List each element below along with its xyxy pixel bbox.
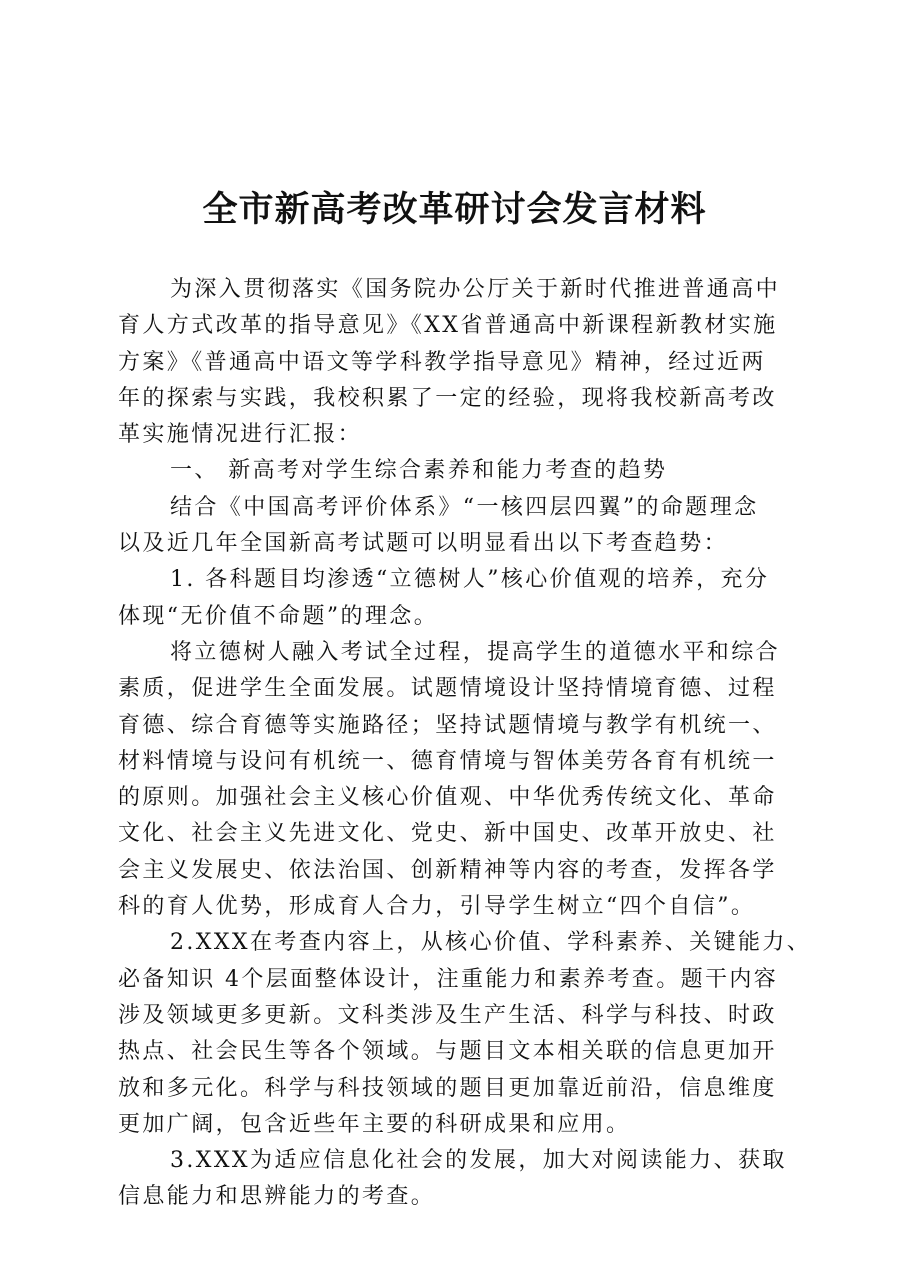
section-heading: 一、 新高考对学生综合素养和能力考查的趋势 xyxy=(170,458,668,484)
paragraph-line: 育人方式改革的指导意见》《XX省普通高中新课程新教材实施 xyxy=(118,313,778,339)
paragraph-line: 育德、综合育德等实施路径；坚持试题情境与教学有机统一、 xyxy=(118,712,777,738)
list-item-heading: 3.XXX为适应信息化社会的发展，加大对阅读能力、获取 xyxy=(170,1148,787,1174)
paragraph-line: 涉及领域更多更新。文科类涉及生产生活、科学与科技、时政 xyxy=(118,1002,777,1028)
paragraph-line: 科的育人优势，形成育人合力，引导学生树立“四个自信”。 xyxy=(118,894,756,920)
list-item-heading: 2.XXX在考查内容上，从核心价值、学科素养、关键能力、 xyxy=(170,930,812,956)
paragraph-line: 放和多元化。科学与科技领域的题目更加靠近前沿，信息维度 xyxy=(118,1075,777,1101)
paragraph-line: 方案》《普通高中语文等学科教学指导意见》精神，经过近两 xyxy=(118,349,766,375)
paragraph-line: 将立德树人融入考试全过程，提高学生的道德水平和综合 xyxy=(170,639,781,665)
paragraph-line: 以及近几年全国新高考试题可以明显看出以下考查趋势： xyxy=(118,531,729,557)
paragraph-line: 必备知识 4个层面整体设计，注重能力和素养考查。题干内容 xyxy=(118,966,779,992)
paragraph-line: 会主义发展史、依法治国、创新精神等内容的考查，发挥各学 xyxy=(118,857,777,883)
paragraph-line: 结合《中国高考评价体系》“一核四层四翼”的命题理念 xyxy=(170,494,759,520)
list-item-heading: 1. 各科题目均渗透“立德树人”核心价值观的培养，充分 xyxy=(170,567,770,593)
paragraph-line: 热点、社会民生等各个领域。与题目文本相关联的信息更加开 xyxy=(118,1039,777,1065)
paragraph-line: 体现“无价值不命题”的理念。 xyxy=(118,603,439,629)
paragraph-line: 的原则。加强社会主义核心价值观、中华优秀传统文化、革命 xyxy=(118,785,777,811)
paragraph-line: 更加广阔，包含近些年主要的科研成果和应用。 xyxy=(118,1111,631,1137)
paragraph-line: 为深入贯彻落实《国务院办公厅关于新时代推进普通高中 xyxy=(170,277,781,302)
paragraph-line: 材料情境与设问有机统一、德育情境与智体美劳各育有机统一 xyxy=(118,748,777,774)
paragraph-line: 信息能力和思辨能力的考查。 xyxy=(118,1184,436,1210)
paragraph-line: 革实施情况进行汇报： xyxy=(118,422,363,448)
paragraph-line: 年的探索与实践，我校积累了一定的经验，现将我校新高考改 xyxy=(118,385,777,411)
document-title: 全市新高考改革研讨会发言材料 xyxy=(202,189,707,230)
document-body xyxy=(118,272,812,1216)
paragraph-line: 素质，促进学生全面发展。试题情境设计坚持情境育德、过程 xyxy=(118,676,777,702)
paragraph-line: 文化、社会主义先进文化、党史、新中国史、改革开放史、社 xyxy=(118,821,777,847)
